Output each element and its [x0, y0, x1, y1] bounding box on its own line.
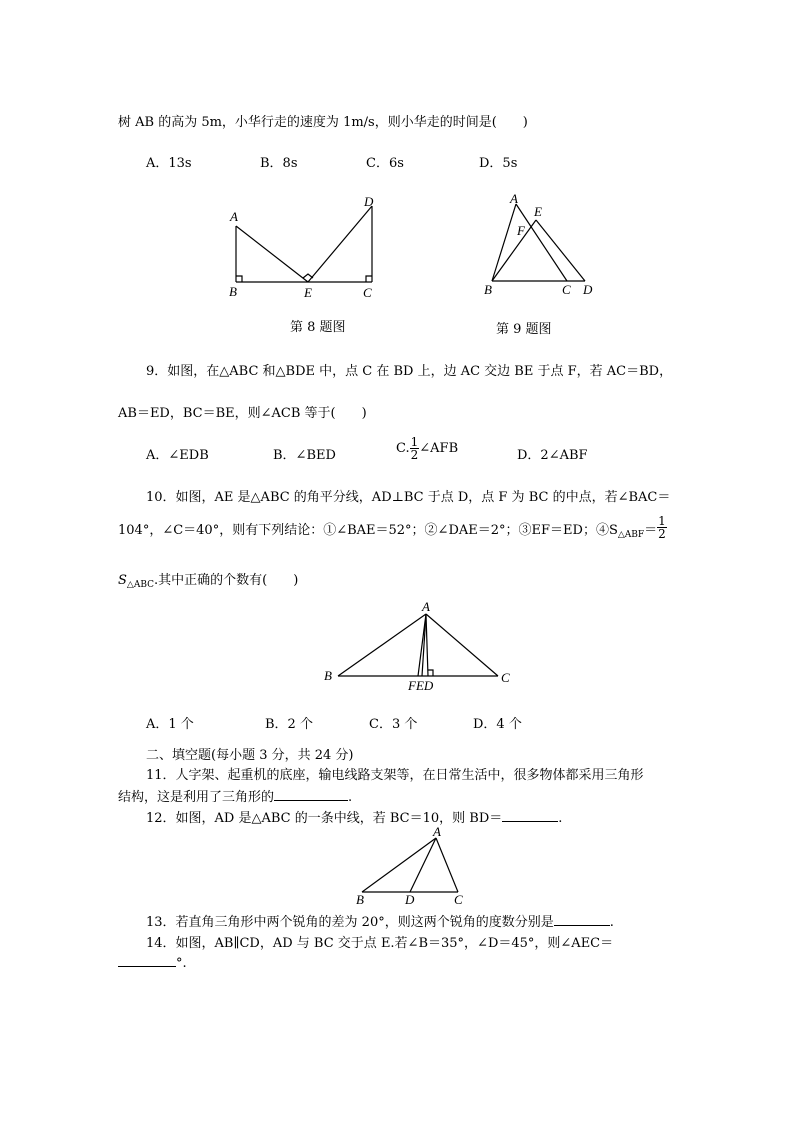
q14-line-2: °.: [118, 954, 187, 971]
q9-option-c-letter: C.: [396, 441, 410, 456]
q8-option-c[interactable]: C．6s: [366, 156, 404, 171]
q12-label-c: C: [454, 892, 463, 907]
q11-line-2: 结构，这是利用了三角形的 .: [118, 790, 353, 805]
q11-line-1: 11．人字架、起重机的底座，输电线路支架等，在日常生活中，很多物体都采用三角形: [146, 768, 644, 783]
q11-answer-blank[interactable]: [274, 788, 348, 801]
q12-figure: [350, 824, 470, 906]
q9-label-e: E: [534, 204, 542, 219]
q12-label-a: A: [433, 824, 441, 839]
q9-option-d[interactable]: D．2∠ABF: [517, 448, 588, 463]
q9-option-b[interactable]: B．∠BED: [273, 448, 336, 463]
q8-figure-caption: 第 8 题图: [290, 320, 346, 335]
q9-line-2: AB＝ED，BC＝BE，则∠ACB 等于( ): [118, 406, 367, 421]
q9-option-a[interactable]: A．∠EDB: [146, 448, 209, 463]
q13-line: 13．若直角三角形中两个锐角的差为 20°，则这两个锐角的度数分别是 .: [146, 915, 614, 930]
q9-label-d: D: [583, 282, 593, 297]
q10-line-2-subscript: △ABF: [617, 530, 645, 540]
q10-option-a[interactable]: A．1 个: [146, 717, 194, 732]
q10-option-d[interactable]: D．4 个: [473, 717, 522, 732]
q12-line: 12．如图，AD 是△ABC 的一条中线，若 BC＝10，则 BD＝ .: [146, 811, 563, 826]
q10-label-c: C: [501, 670, 510, 685]
q8-label-e: E: [304, 285, 312, 300]
section-heading: 二、填空题(每小题 3 分，共 24 分): [146, 748, 354, 763]
q9-label-f: F: [517, 223, 525, 238]
q12-answer-blank[interactable]: [502, 809, 558, 822]
q14-answer-blank[interactable]: [118, 954, 176, 967]
q10-figure: [320, 598, 520, 698]
q13-answer-blank[interactable]: [554, 913, 610, 926]
q8-option-b[interactable]: B．8s: [260, 156, 298, 171]
q9-option-c-angle: ∠AFB: [419, 441, 459, 456]
q8-label-d: D: [364, 194, 374, 209]
q8-label-a: A: [230, 209, 238, 224]
q8-label-b: B: [229, 284, 237, 299]
q10-option-b[interactable]: B．2 个: [265, 717, 313, 732]
q12-label-b: B: [356, 892, 364, 907]
q10-line-1: 10．如图，AE 是△ABC 的角平分线，AD⊥BC 于点 D，点 F 为 BC 的中点，若∠BAC＝: [146, 490, 671, 505]
q8-option-d[interactable]: D．5s: [479, 156, 518, 171]
q9-line-1: 9．如图，在△ABC 和△BDE 中，点 C 在 BD 上，边 AC 交边 BE 于点 F，若 AC＝BD，: [146, 364, 673, 379]
q9-label-a: A: [510, 191, 518, 206]
q9-option-c-fraction: $\frac{1}{2}$: [410, 435, 419, 462]
q8-option-a[interactable]: A．13s: [146, 156, 192, 171]
q8-stem: 树 AB 的高为 5m，小华行走的速度为 1m/s，则小华走的时间是( ): [118, 115, 528, 130]
q10-line-2-fraction: $\frac{1}{2}$: [658, 514, 666, 541]
q10-line-3-subscript: △ABC: [126, 580, 154, 590]
q9-option-c[interactable]: [396, 436, 458, 461]
q10-option-c[interactable]: C．3 个: [369, 717, 418, 732]
q9-label-c: C: [562, 282, 571, 297]
q8-label-c: C: [363, 285, 372, 300]
q9-figure-caption: 第 9 题图: [496, 322, 552, 337]
q10-label-fed: FED: [408, 678, 434, 693]
q14-line-1: 14．如图，AB∥CD，AD 与 BC 交于点 E.若∠B＝35°，∠D＝45°，则∠AEC＝: [146, 936, 614, 951]
q10-line-2: 104°，∠C＝40°，则有下列结论：①∠BAE＝52°；②∠DAE＝2°；③EF＝ED；$④S_{\triangle ABF}=$ $\frac{1}{2}$: [118, 514, 666, 541]
q8-figure: [220, 190, 390, 310]
q10-label-a: A: [422, 599, 430, 614]
q10-line-3: $S_{\triangle ABC}$.其中正确的个数有( ): [118, 573, 299, 590]
q12-label-d: D: [405, 892, 415, 907]
q9-figure: [480, 190, 610, 310]
q10-label-b: B: [324, 668, 332, 683]
q9-label-b: B: [484, 282, 492, 297]
